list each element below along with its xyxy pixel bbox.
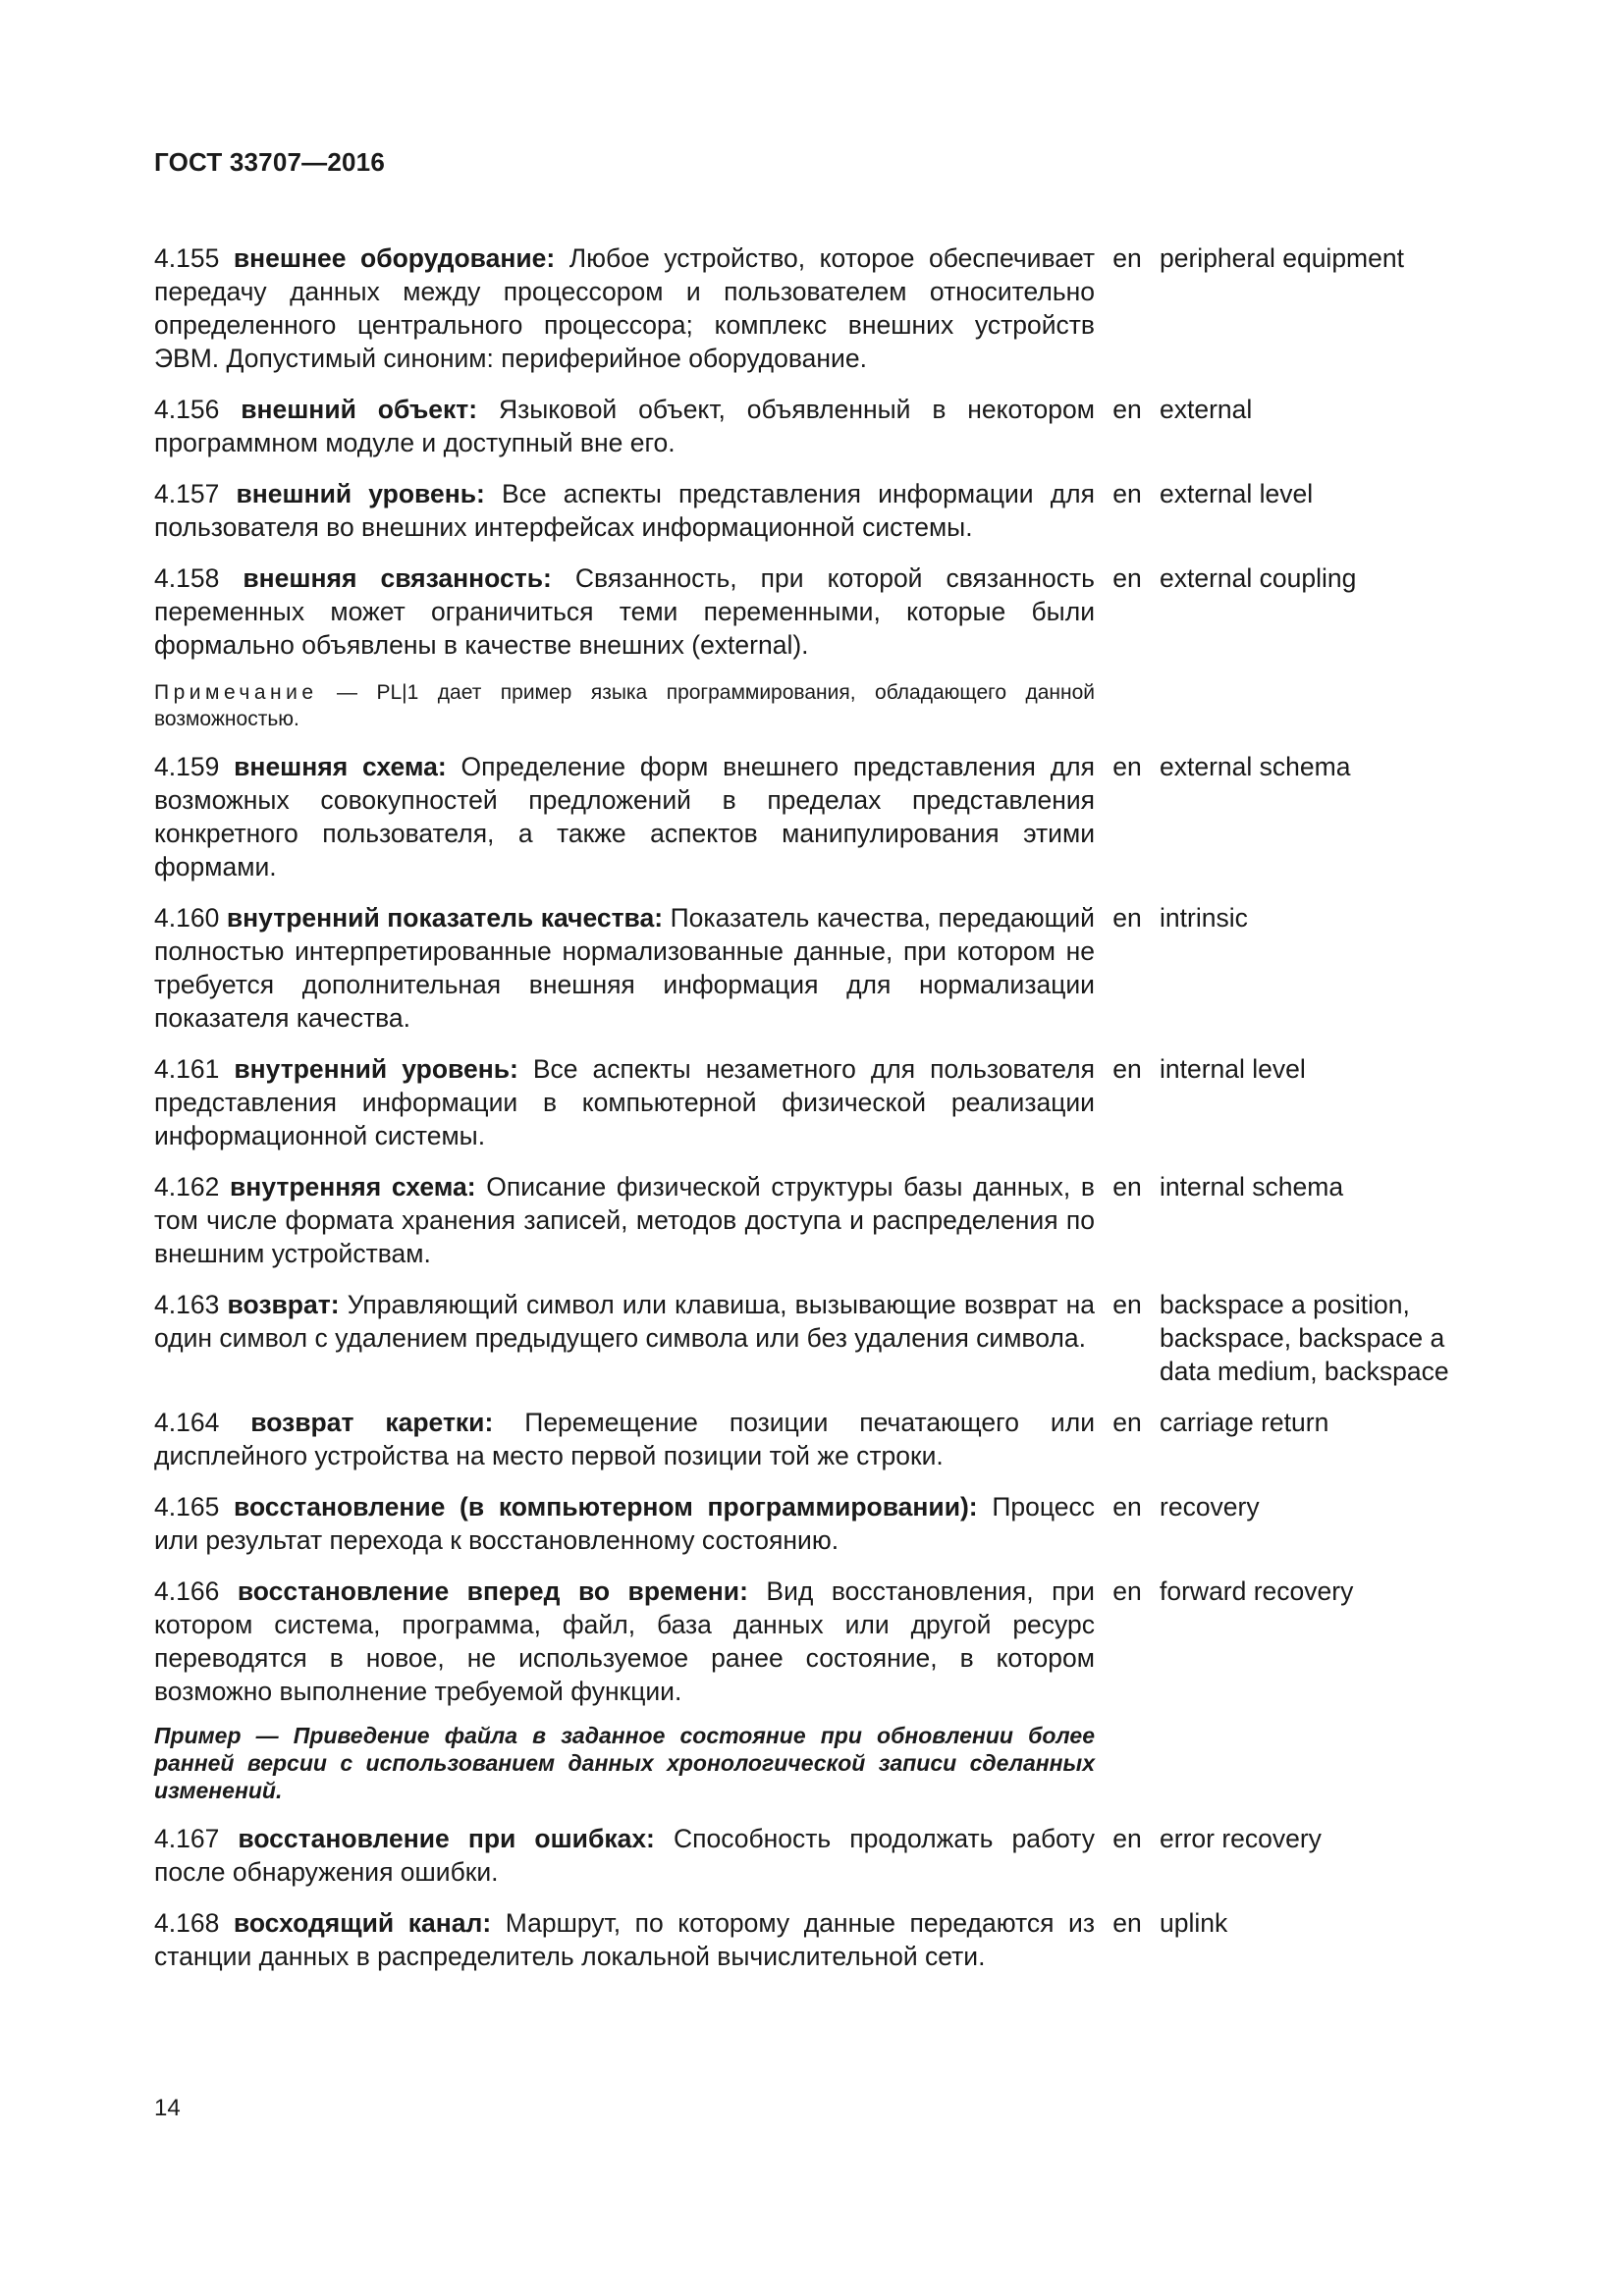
entry-body: [154, 1052, 1095, 1152]
entry-body: [154, 477, 1095, 544]
term-name: восстановление при ошибках:: [238, 1824, 655, 1853]
term-entry-4-157: [154, 477, 1489, 544]
term-definition: [154, 1575, 1095, 1708]
term-definition: [154, 901, 1095, 1035]
term-definition: [154, 1822, 1095, 1889]
foreign-equivalent: carriage return: [1160, 1408, 1329, 1437]
term-number: 4.155: [154, 243, 220, 273]
foreign-equivalent: external: [1160, 395, 1253, 424]
term-number: 4.163: [154, 1290, 220, 1319]
language-code: en: [1112, 1908, 1142, 1938]
page-number: 14: [154, 2095, 181, 2121]
term-name: внешнее оборудование:: [233, 243, 556, 273]
term-name: восстановление (в компьютерном программировании):: [234, 1492, 978, 1522]
entry-body: [154, 393, 1095, 459]
term-list: [154, 241, 1489, 1991]
language-code: en: [1112, 1054, 1142, 1084]
language-code: en: [1112, 243, 1142, 273]
term-number: 4.167: [154, 1824, 220, 1853]
term-name: внешний уровень:: [236, 479, 485, 508]
term-definition: [154, 393, 1095, 459]
term-definition: [154, 1052, 1095, 1152]
language-code: en: [1112, 903, 1142, 933]
definition-text: Управляющий символ или клавиша, вызывающие возврат на один символ с удалением предыдущего символа или без удаления символа.: [154, 1290, 1095, 1353]
definition-text: Маршрут, по которому данные передаются из станции данных в распределитель локальной вычислительной сети.: [154, 1908, 1095, 1971]
term-name: внешняя связанность:: [243, 563, 552, 593]
entry-body: [154, 1288, 1095, 1355]
term-entry-4-159: [154, 750, 1489, 883]
language-code: en: [1112, 1824, 1142, 1853]
definition-text: Перемещение позиции печатающего или дисплейного устройства на место первой позиции той же строки.: [154, 1408, 1095, 1470]
entry-body: [154, 1822, 1095, 1889]
definition-text: Показатель качества, передающий полностью интерпретированные нормализованные данные, при котором не требуется дополнительная внешняя информация для нормализации показателя качества.: [154, 903, 1095, 1033]
term-note: [154, 679, 1095, 732]
term-definition: [154, 1490, 1095, 1557]
language-code: en: [1112, 1576, 1142, 1606]
entry-body: [154, 1575, 1095, 1804]
note-text: — PL|1 дает пример языка программирования, обладающего данной возможностью.: [154, 681, 1095, 730]
definition-text: Все аспекты представления информации для пользователя во внешних интерфейсах информационной системы.: [154, 479, 1095, 542]
term-entry-4-168: [154, 1906, 1489, 1973]
term-entry-4-164: [154, 1406, 1489, 1472]
term-number: 4.166: [154, 1576, 220, 1606]
term-definition: [154, 477, 1095, 544]
definition-text: Определение форм внешнего представления для возможных совокупностей предложений в пределах представления конкретного пользователя, а также аспектов манипулирования этими формами.: [154, 752, 1095, 881]
foreign-equivalent: external schema: [1160, 752, 1351, 781]
term-name: внешний объект:: [241, 395, 478, 424]
term-entry-4-166: [154, 1575, 1489, 1804]
term-name: восстановление вперед во времени:: [237, 1576, 748, 1606]
term-entry-4-160: [154, 901, 1489, 1035]
standard-designation: ГОСТ 33707—2016: [154, 147, 385, 177]
term-name: внутренний уровень:: [234, 1054, 518, 1084]
foreign-equivalent: intrinsic: [1160, 903, 1248, 933]
term-name: внутренняя схема:: [230, 1172, 476, 1201]
foreign-equivalent: error recovery: [1160, 1824, 1322, 1853]
language-code: en: [1112, 1492, 1142, 1522]
term-entry-4-156: [154, 393, 1489, 459]
entry-body: [154, 1406, 1095, 1472]
definition-text: Любое устройство, которое обеспечивает передачу данных между процессором и пользователем относительно определенного центрального процессора; комплекс внешних устройств ЭВМ. Допустимый синоним: периферийное оборудование.: [154, 243, 1095, 373]
term-definition: [154, 1288, 1095, 1355]
term-definition: [154, 1906, 1095, 1973]
term-example: Пример — Приведение файла в заданное состояние при обновлении более ранней версии с использованием данных хронологической записи сделанных изменений.: [154, 1723, 1095, 1803]
term-number: 4.156: [154, 395, 220, 424]
definition-text: Вид восстановления, при котором система, программа, файл, база данных или другой ресурс переводятся в новое, не используемое ранее состояние, в котором возможно выполнение требуемой функции.: [154, 1576, 1095, 1706]
entry-body: [154, 241, 1095, 375]
term-name: восходящий канал:: [233, 1908, 492, 1938]
entry-body: [154, 1490, 1095, 1557]
entry-body: [154, 901, 1095, 1035]
term-number: 4.162: [154, 1172, 220, 1201]
term-entry-4-162: [154, 1170, 1489, 1270]
note-label: Примечание: [154, 681, 318, 704]
term-definition: [154, 561, 1095, 662]
term-entry-4-165: [154, 1490, 1489, 1557]
definition-text: Языковой объект, объявленный в некотором программном модуле и доступный вне его.: [154, 395, 1095, 457]
term-name: внешняя схема:: [234, 752, 447, 781]
term-definition: [154, 750, 1095, 883]
language-code: en: [1112, 752, 1142, 781]
term-number: 4.159: [154, 752, 220, 781]
term-entry-4-155: [154, 241, 1489, 375]
foreign-equivalent: external level: [1160, 479, 1314, 508]
language-code: en: [1112, 1172, 1142, 1201]
foreign-equivalent: recovery: [1160, 1492, 1260, 1522]
term-number: 4.157: [154, 479, 220, 508]
definition-text: Все аспекты незаметного для пользователя представления информации в компьютерной физической реализации информационной системы.: [154, 1054, 1095, 1150]
term-definition: [154, 1406, 1095, 1472]
foreign-equivalent: internal schema: [1160, 1172, 1344, 1201]
term-entry-4-161: [154, 1052, 1489, 1152]
language-code: en: [1112, 479, 1142, 508]
foreign-equivalent: external coupling: [1160, 563, 1357, 593]
term-number: 4.168: [154, 1908, 220, 1938]
term-name: возврат каретки:: [250, 1408, 494, 1437]
term-number: 4.158: [154, 563, 220, 593]
term-name: возврат:: [227, 1290, 340, 1319]
entry-body: [154, 561, 1095, 732]
term-number: 4.161: [154, 1054, 220, 1084]
entry-body: [154, 750, 1095, 883]
language-code: en: [1112, 395, 1142, 424]
term-definition: [154, 241, 1095, 375]
entry-body: [154, 1170, 1095, 1270]
language-code: en: [1112, 563, 1142, 593]
term-entry-4-163: [154, 1288, 1489, 1388]
definition-text: Способность продолжать работу после обнаружения ошибки.: [154, 1824, 1095, 1887]
foreign-equivalent: backspace a position, backspace, backspace a data medium, backspace: [1160, 1290, 1449, 1386]
foreign-equivalent: internal level: [1160, 1054, 1306, 1084]
definition-text: Связанность, при которой связанность переменных может ограничиться теми переменными, которые были формально объявлены в качестве внешних (external).: [154, 563, 1095, 660]
term-name: внутренний показатель качества:: [226, 903, 664, 933]
language-code: en: [1112, 1408, 1142, 1437]
term-entry-4-158: [154, 561, 1489, 732]
term-entry-4-167: [154, 1822, 1489, 1889]
term-definition: [154, 1170, 1095, 1270]
term-number: 4.165: [154, 1492, 220, 1522]
term-number: 4.160: [154, 903, 220, 933]
definition-text: Процесс или результат перехода к восстановленному состоянию.: [154, 1492, 1095, 1555]
foreign-equivalent: peripheral equipment: [1160, 243, 1404, 273]
entry-body: [154, 1906, 1095, 1973]
definition-text: Описание физической структуры базы данных, в том числе формата хранения записей, методов доступа и распределения по внешним устройствам.: [154, 1172, 1095, 1268]
foreign-equivalent: uplink: [1160, 1908, 1228, 1938]
language-code: en: [1112, 1290, 1142, 1319]
term-number: 4.164: [154, 1408, 220, 1437]
foreign-equivalent: forward recovery: [1160, 1576, 1354, 1606]
